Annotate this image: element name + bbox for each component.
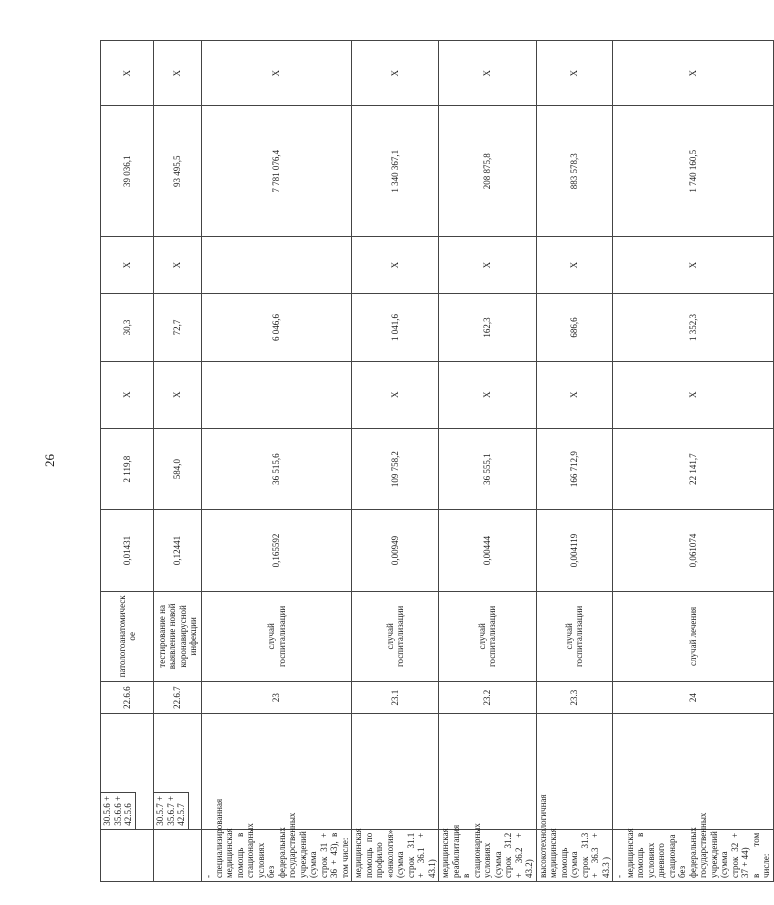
value-cell-4: 93 495,5 [154, 106, 202, 237]
row-name-cell [101, 829, 154, 881]
value-cell-5: X [352, 41, 439, 106]
value-cell-4: 883 578,3 [536, 106, 613, 237]
value-cell-2: 6 046,6 [202, 294, 352, 361]
table-row [613, 41, 774, 882]
unit-cell: случай лечения [613, 591, 774, 681]
cost-cell: 2 119,8 [101, 428, 154, 509]
value-cell-4: 7 781 076,4 [202, 106, 352, 237]
cost-cell: 36 515,6 [202, 428, 352, 509]
row-name-cell: - специализированная медицинская помощь в стационарных условиях без федеральных государственных учреждений (сумма строк 31 + 36 + 43), в том числе: [202, 829, 352, 881]
value-cell-3: X [613, 237, 774, 294]
row-name-cell: - медицинская помощь в условиях дневного стационара без федеральных государственных учреждений (сумма строк 32 + 37 + 44) в том числе: [613, 829, 774, 881]
page-number [40, 449, 60, 467]
norm-cell: 0,004119 [536, 510, 613, 591]
row-number-cell: 22.6.7 [154, 682, 202, 714]
row-name-cell: медицинская реабилитация в стационарных условиях (сумма строк 31.2 + 36.2 + 43.2) [439, 829, 537, 881]
table-row [101, 41, 154, 882]
value-cell-1: X [536, 361, 613, 428]
cost-cell: 22 141,7 [613, 428, 774, 509]
unit-cell: случай госпитализации [352, 591, 439, 681]
value-cell-4: 1 740 160,5 [613, 106, 774, 237]
value-cell-2: 686,6 [536, 294, 613, 361]
rotated-table-container [100, 40, 771, 882]
page-number-text: 26 [42, 454, 57, 467]
row-name-cell: высокотехнологичная медицинская помощь (сумма строк 31.3 + 36.3 + 43.3 ) [536, 829, 613, 881]
formula-cell [352, 714, 439, 830]
norm-cell: 0,00949 [352, 510, 439, 591]
value-cell-5: X [154, 41, 202, 106]
formula-cell [202, 714, 352, 830]
cost-cell: 36 555,1 [439, 428, 537, 509]
row-number-cell: 22.6.6 [101, 682, 154, 714]
norm-cell: 0,061074 [613, 510, 774, 591]
value-cell-5: X [536, 41, 613, 106]
row-number-cell: 23 [202, 682, 352, 714]
table-row [536, 41, 613, 882]
value-cell-5: X [202, 41, 352, 106]
unit-cell: тестирование на выявление новой коронавирусной инфекции [154, 591, 202, 681]
value-cell-1: X [352, 361, 439, 428]
value-cell-4: 1 340 367,1 [352, 106, 439, 237]
table-rotation-wrapper [100, 40, 771, 882]
value-cell-3 [202, 237, 352, 294]
norm-cell: 0,00444 [439, 510, 537, 591]
value-cell-3: X [439, 237, 537, 294]
formula-cell [439, 714, 537, 830]
value-cell-2: 30,3 [101, 294, 154, 361]
table-row [439, 41, 537, 882]
cost-cell: 166 712,9 [536, 428, 613, 509]
row-number-cell: 23.1 [352, 682, 439, 714]
value-cell-3: X [154, 237, 202, 294]
value-cell-3: X [536, 237, 613, 294]
formula-cell [101, 714, 154, 830]
value-cell-2: 1 352,3 [613, 294, 774, 361]
value-cell-3: X [352, 237, 439, 294]
funding-table [100, 40, 774, 882]
value-cell-3: X [101, 237, 154, 294]
norm-cell: 0,165592 [202, 510, 352, 591]
row-number-cell: 23.2 [439, 682, 537, 714]
formula-cell [154, 714, 202, 830]
value-cell-5: X [613, 41, 774, 106]
value-cell-5: X [101, 41, 154, 106]
cost-cell: 109 758,2 [352, 428, 439, 509]
unit-cell: случай госпитализации [202, 591, 352, 681]
unit-cell: случай госпитализации [439, 591, 537, 681]
row-number-cell: 24 [613, 682, 774, 714]
value-cell-2: 1 041,6 [352, 294, 439, 361]
cost-cell: 584,0 [154, 428, 202, 509]
norm-cell: 0,01431 [101, 510, 154, 591]
norm-cell: 0,12441 [154, 510, 202, 591]
value-cell-4: 208 875,8 [439, 106, 537, 237]
unit-cell: случай госпитализации [536, 591, 613, 681]
value-cell-2: 162,3 [439, 294, 537, 361]
row-name-cell: медицинская помощь по профилю «онкология» (сумма строк 31.1 + 36.1 + 43.1) [352, 829, 439, 881]
table-row [352, 41, 439, 882]
formula-cell [613, 714, 774, 830]
table-row [202, 41, 352, 882]
value-cell-1: X [101, 361, 154, 428]
row-name-cell [154, 829, 202, 881]
formula-text: 30.5.6 + 35.6.6 + 42.5.6 [101, 792, 136, 829]
value-cell-1: X [613, 361, 774, 428]
table-body [101, 41, 774, 882]
row-number-cell: 23.3 [536, 682, 613, 714]
value-cell-1: X [154, 361, 202, 428]
value-cell-1 [202, 361, 352, 428]
value-cell-2: 72,7 [154, 294, 202, 361]
value-cell-4: 39 036,1 [101, 106, 154, 237]
table-row [154, 41, 202, 882]
value-cell-1: X [439, 361, 537, 428]
unit-cell: патологоанатомическ ое [101, 591, 154, 681]
formula-text: 30.5.7 + 35.6.7 + 42.5.7 [154, 792, 189, 829]
value-cell-5: X [439, 41, 537, 106]
